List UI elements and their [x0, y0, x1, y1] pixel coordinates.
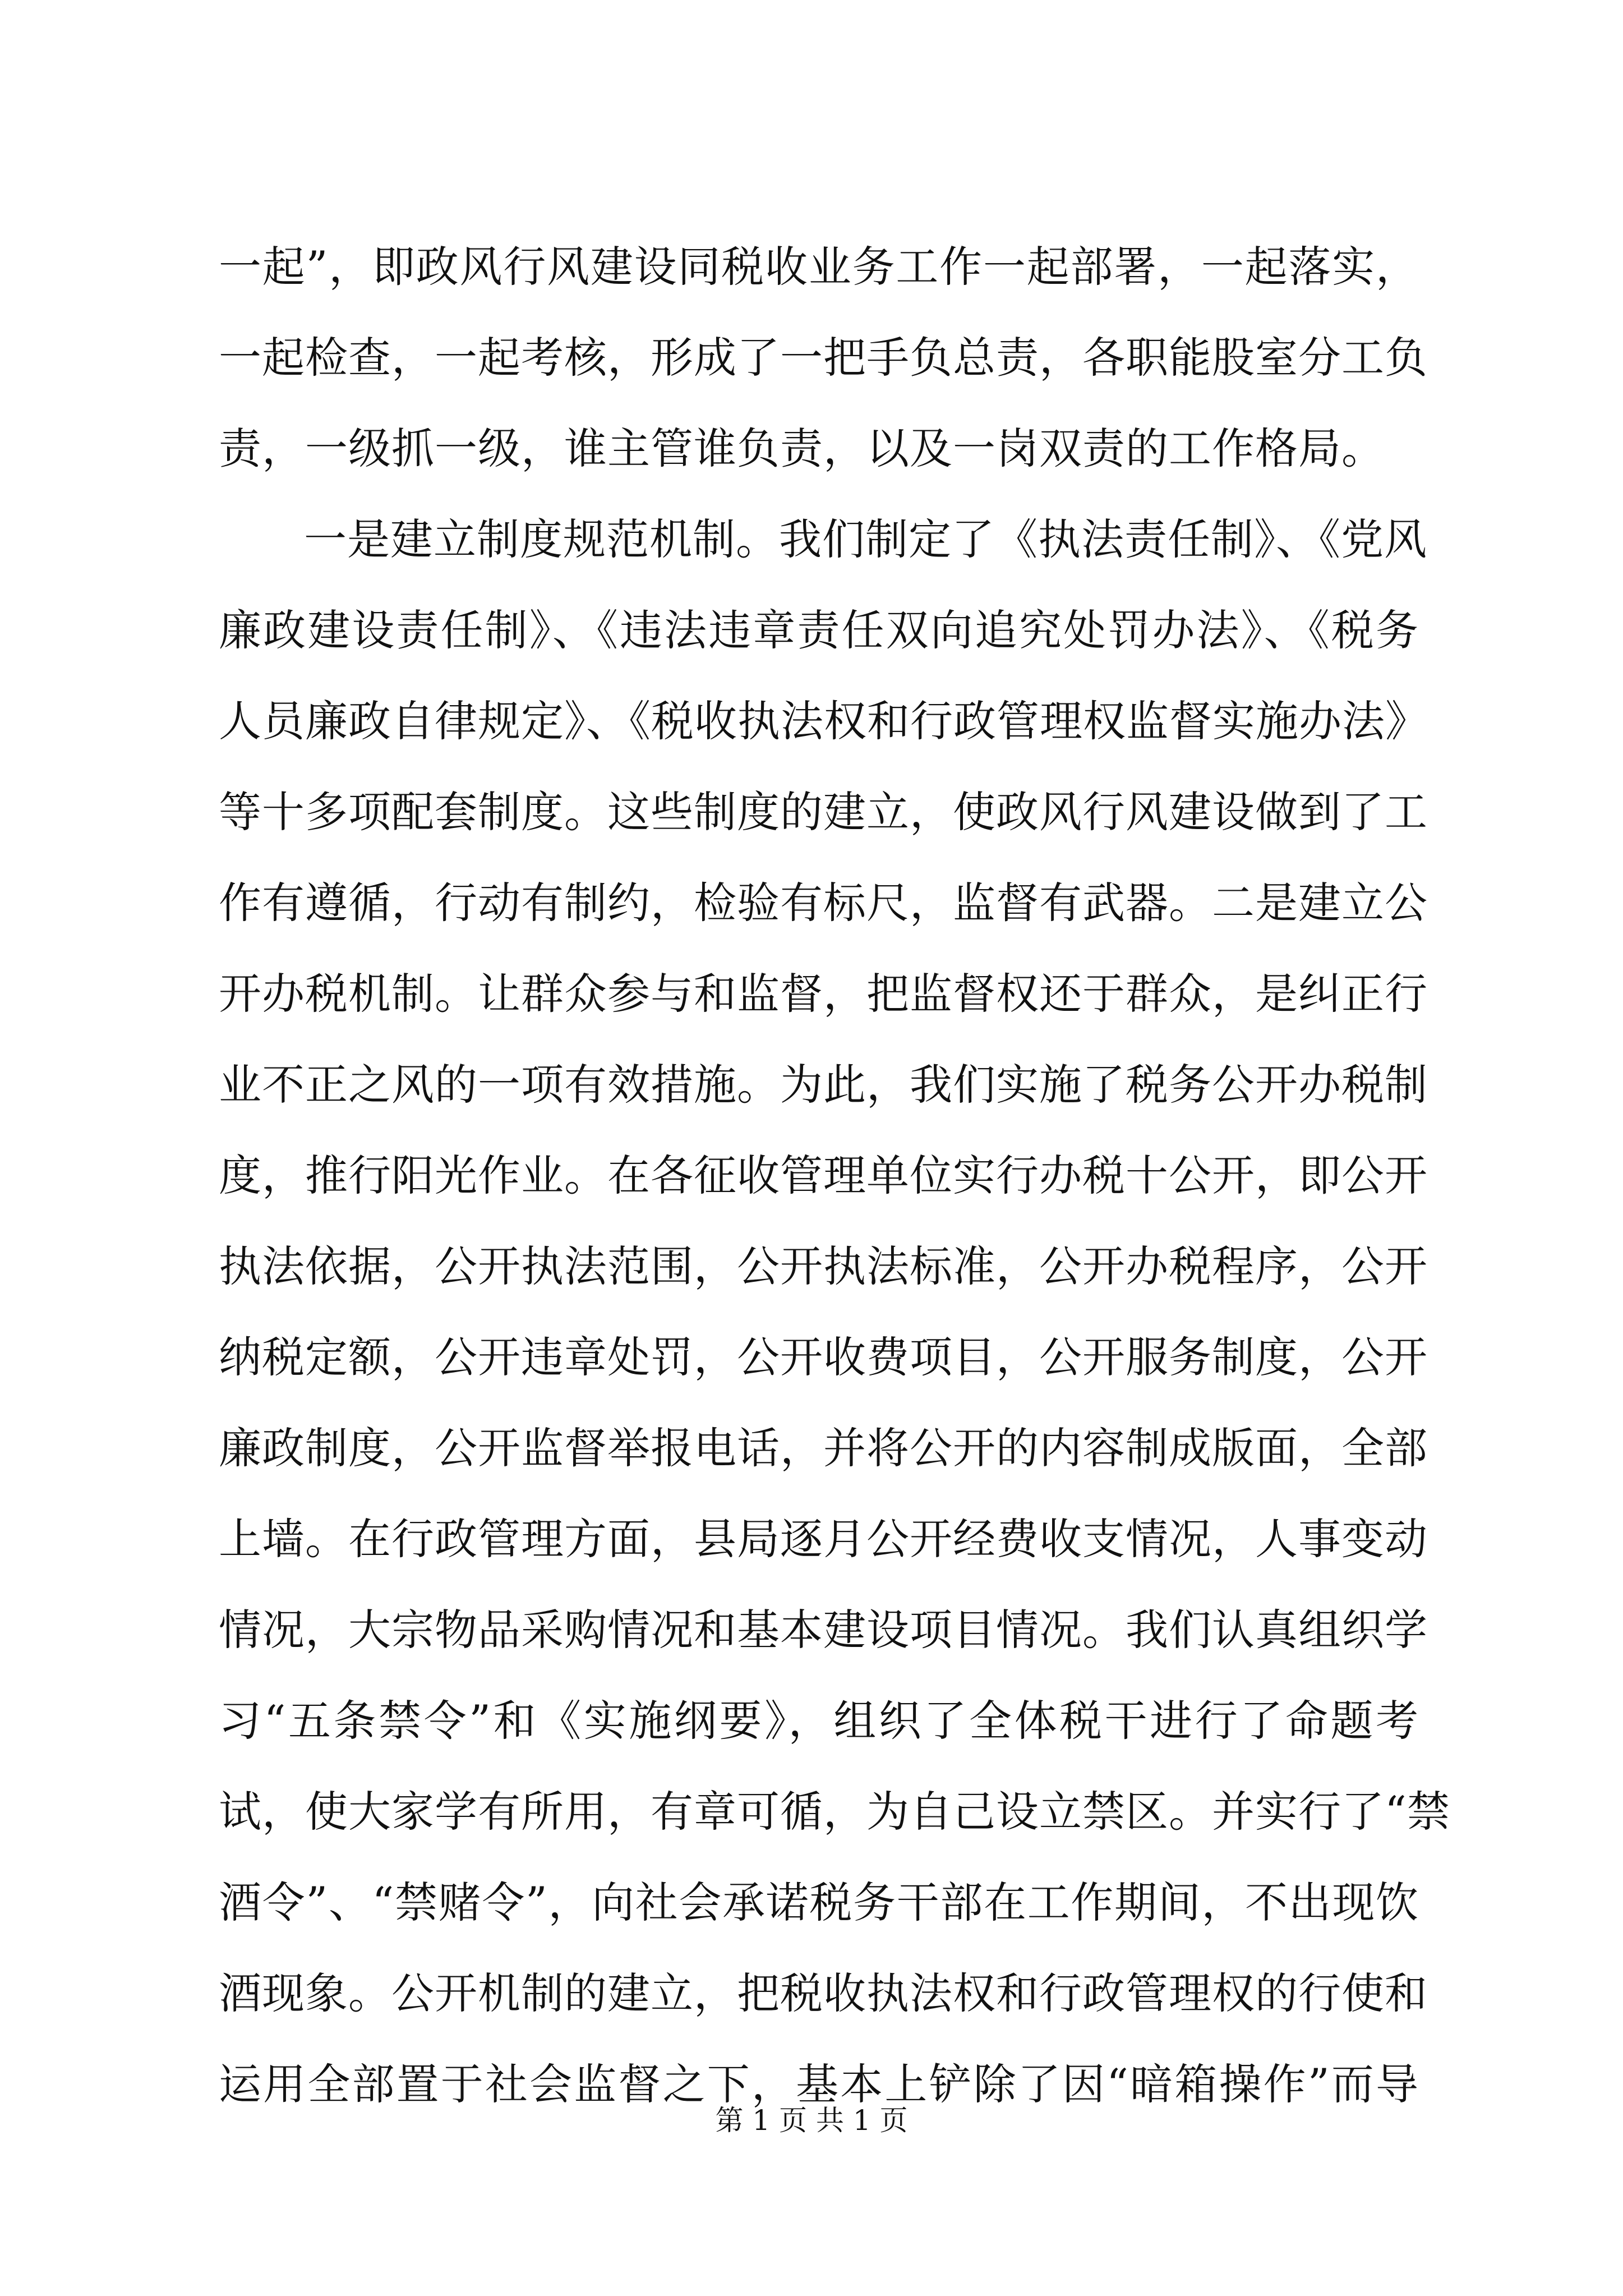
- text-line: 酒令”、“禁赌令”，向社会承诺税务干部在工作期间，不出现饮: [219, 1878, 1419, 1927]
- text-line: 习“五条禁令”和《实施纲要》，组织了全体税干进行了命题考: [219, 1696, 1419, 1746]
- text-line: 纳税定额，公开违章处罚，公开收费项目，公开服务制度，公开: [219, 1332, 1428, 1382]
- text-line: 一起检查，一起考核，形成了一把手负总责，各职能股室分工负: [219, 333, 1428, 383]
- page-footer: [0, 2101, 1623, 2140]
- text-line: 业不正之风的一项有效措施。为此，我们实施了税务公开办税制: [219, 1060, 1428, 1110]
- text-line: 酒现象。公开机制的建立，把税收执法权和行政管理权的行使和: [219, 1968, 1428, 2018]
- text-line: 人员廉政自律规定》、《税收执法权和行政管理权监督实施办法》: [219, 696, 1428, 746]
- text-line: 作有遵循，行动有制约，检验有标尺，监督有武器。二是建立公: [219, 878, 1428, 928]
- text-line: 开办税机制。让群众参与和监督，把监督权还于群众，是纠正行: [219, 969, 1428, 1019]
- text-line: 等十多项配套制度。这些制度的建立，使政风行风建设做到了工: [219, 787, 1428, 837]
- page-number-label: 第 1 页 共 1 页: [715, 2104, 908, 2137]
- text-line: 度，推行阳光作业。在各征收管理单位实行办税十公开，即公开: [219, 1151, 1428, 1200]
- text-line: 一是建立制度规范机制。我们制定了《执法责任制》、《党风: [304, 514, 1427, 564]
- text-line: 情况，大宗物品采购情况和基本建设项目情况。我们认真组织学: [219, 1605, 1428, 1655]
- text-line: 试，使大家学有所用，有章可循，为自己设立禁区。并实行了“禁: [219, 1787, 1450, 1837]
- text-line: 廉政建设责任制》、《违法违章责任双向追究处罚办法》、《税务: [219, 605, 1419, 655]
- text-line: 廉政制度，公开监督举报电话，并将公开的内容制成版面，全部: [219, 1423, 1428, 1473]
- text-line: 上墙。在行政管理方面，县局逐月公开经费收支情况，人事变动: [219, 1514, 1428, 1564]
- text-line: 责，一级抓一级，谁主管谁负责，以及一岗双责的工作格局。: [219, 424, 1385, 473]
- body-text: [219, 222, 1450, 2130]
- text-line: 运用全部置于社会监督之下，基本上铲除了因“暗箱操作”而导: [219, 2059, 1419, 2109]
- text-line: 执法依据，公开执法范围，公开执法标准，公开办税程序，公开: [219, 1241, 1428, 1291]
- text-line: 一起”，即政风行风建设同税收业务工作一起部署，一起落实，: [219, 242, 1419, 292]
